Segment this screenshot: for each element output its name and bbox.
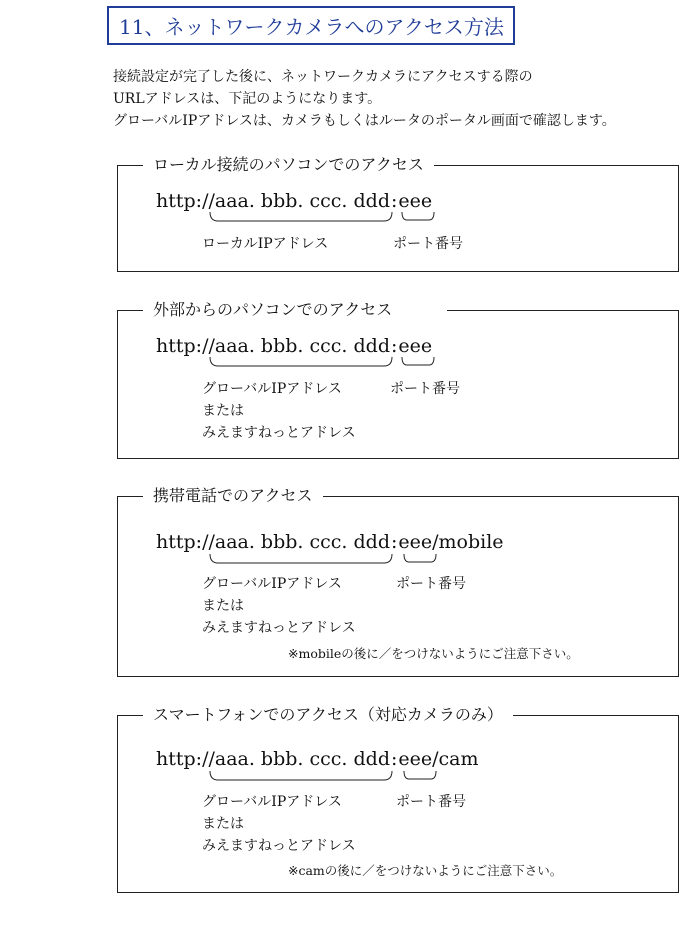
section-smartphone: [117, 705, 679, 893]
url-example: [156, 188, 432, 214]
section-heading: ローカル接続のパソコンでのアクセス: [143, 153, 434, 177]
host-label-or: または: [202, 816, 244, 832]
url-separator: :: [391, 748, 398, 770]
port-label: ポート番号: [396, 576, 466, 592]
section-local-pc: [117, 155, 679, 272]
section-heading: スマートフォンでのアクセス（対応カメラのみ）: [143, 703, 513, 727]
url-separator: :: [391, 190, 398, 212]
intro-line: グローバルIPアドレスは、カメラもしくはルータのポータル画面で確認します。: [113, 113, 616, 129]
url-port: eee/mobile: [398, 531, 504, 553]
port-label: ポート番号: [396, 794, 466, 810]
host-bracket: [210, 771, 392, 780]
intro-paragraph: [113, 66, 693, 132]
url-example: [156, 746, 479, 772]
port-label: ポート番号: [393, 236, 463, 252]
host-label: ローカルIPアドレス: [202, 236, 329, 252]
caution-note: ※camの後に／をつけないようにご注意下さい。: [288, 863, 563, 878]
url-port: eee: [398, 335, 433, 357]
port-bracket: [404, 771, 436, 779]
port-bracket: [404, 554, 436, 562]
url-host: http://aaa. bbb. ccc. ddd: [156, 748, 390, 770]
url-host: http://aaa. bbb. ccc. ddd: [156, 531, 390, 553]
host-label-or: または: [202, 598, 244, 614]
port-label: ポート番号: [390, 381, 460, 397]
url-example: [156, 333, 432, 359]
host-label-alt: みえますねっとアドレス: [202, 425, 356, 441]
url-separator: :: [391, 335, 398, 357]
url-example: [156, 529, 504, 555]
host-label: グローバルIPアドレス: [202, 381, 342, 397]
url-host: http://aaa. bbb. ccc. ddd: [156, 190, 390, 212]
intro-line: 接続設定が完了した後に、ネットワークカメラにアクセスする際の: [113, 69, 533, 85]
host-label: グローバルIPアドレス: [202, 794, 342, 810]
bracket-markers: [118, 166, 680, 273]
url-separator: :: [391, 531, 398, 553]
section-mobile-phone: [117, 486, 679, 677]
caution-note: ※mobileの後に／をつけないようにご注意下さい。: [288, 646, 579, 661]
section-external-pc: [117, 300, 679, 459]
host-bracket: [210, 554, 392, 563]
host-label-alt: みえますねっとアドレス: [202, 838, 356, 854]
host-label: グローバルIPアドレス: [202, 576, 342, 592]
host-label-or: または: [202, 403, 244, 419]
url-port: eee/cam: [398, 748, 479, 770]
host-label-alt: みえますねっとアドレス: [202, 620, 356, 636]
url-host: http://aaa. bbb. ccc. ddd: [156, 335, 390, 357]
section-heading: 携帯電話でのアクセス: [143, 484, 323, 508]
section-heading: 外部からのパソコンでのアクセス: [143, 298, 447, 322]
intro-line: URLアドレスは、下記のようになります。: [113, 91, 382, 107]
url-port: eee: [398, 190, 433, 212]
page-title: 11、ネットワークカメラへのアクセス方法: [107, 6, 515, 45]
